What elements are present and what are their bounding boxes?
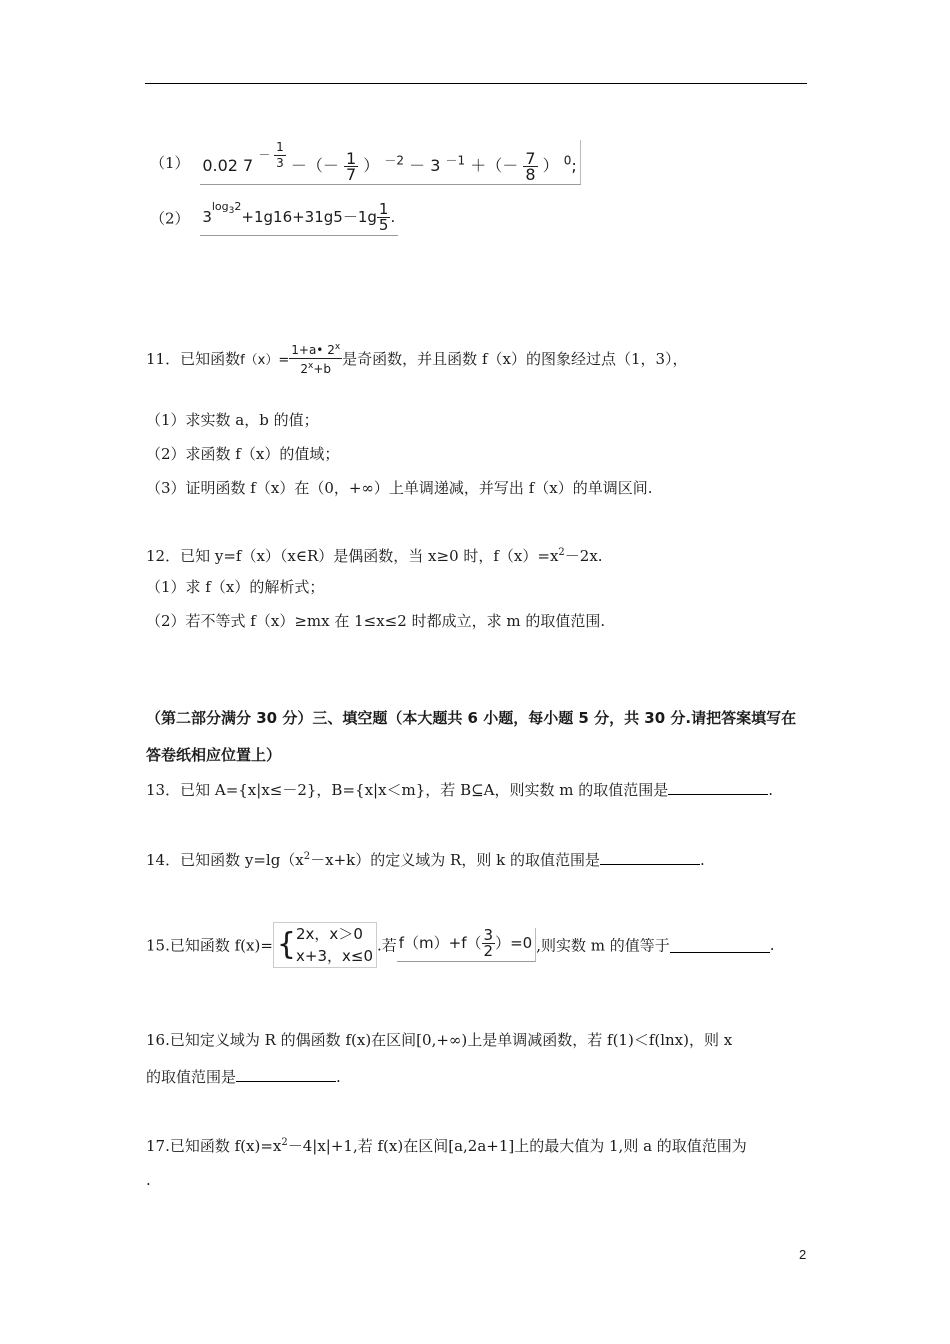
prob16-line2: 的取值范围是 . [146, 1068, 341, 1086]
prob12-q2: （2）若不等式 f（x）≥mx 在 1≤x≤2 时都成立，求 m 的取值范围. [146, 612, 606, 630]
header-rule [145, 83, 807, 84]
prob10-part2 [150, 200, 398, 236]
prob17-line1: 17.已知函数 $f(x)=x^2-4|x|+1$,若 f(x)在区间[a,2a+1]上的最大值为 1,则 a 的取值范围为 [146, 1137, 747, 1155]
equation-image: f（m）+f（ $\frac{3}{2}$ ）=0 [397, 928, 536, 962]
answer-blank [600, 850, 700, 865]
prob11-q2: （2）求函数 f（x）的值域； [146, 445, 340, 463]
prob10-part1 [150, 140, 581, 185]
prob16-line1: 16.已知定义域为 R 的偶函数 f(x)在区间[0,+∞)上是单调减函数，若 f(1)＜f(lnx)，则 x [146, 1031, 733, 1049]
prob15: 15.已知函数 f(x)= { 2x，x＞0 x+3，x≤0 .若 f（m）+f（ $\frac{3}{2}$ ）=0 ,则实数 m 的值等于 . [146, 922, 775, 968]
section-heading-line2: 答卷纸相应位置上） [146, 746, 282, 764]
section-heading-line1: （第二部分满分 30 分）三、填空题（本大题共 6 小题，每小题 5 分，共 30 分.请把答案填写在 [146, 709, 797, 727]
prob11-fraction: $\frac{1+a• 2^x}{2^x+b}$ [291, 342, 341, 376]
prob13: 13．已知 A={x|x≤－2}，B={x|x＜m}，若 B⊆A，则实数 m 的取值范围是 . [146, 781, 774, 799]
prob17-line2: . [146, 1171, 151, 1189]
math-expression-1: 0.02 7 － $\frac{1}{3}$ －（－ $\frac{1}{7}$ ） $^{-2}$ － 3 $^{-1}$ ＋（－ $\frac{7}{8}$ ） $^0$; [200, 140, 580, 185]
answer-blank [670, 938, 770, 953]
part-label: （1） [150, 154, 190, 172]
prob14: 14．已知函数 $y=\lg(x^2-x+k)$的定义域为 R，则 k 的取值范围是 . [146, 851, 705, 869]
prob12-q1: （1）求 f（x）的解析式； [146, 578, 325, 596]
prob11-stem: 11．已知函数f（x）= $\frac{1+a• 2^x}{2^x+b}$ 是奇函数，并且函数 f（x）的图象经过点（1，3）， [146, 342, 688, 376]
prob11-q3: （3）证明函数 f（x）在（0，+∞）上单调递减，并写出 f（x）的单调区间. [146, 479, 653, 497]
math-expression-2: $3\log_32+1g16+31g5-1g$ $\frac{1}{5}$ . [200, 200, 398, 236]
prob11-q1: （1）求实数 a，b 的值； [146, 411, 319, 429]
prob12-stem: 12．已知 y=f（x）（x∈R）是偶函数，当 x≥0 时，$f(x)=x^2-2x$. [146, 547, 603, 565]
page-number: 2 [799, 1247, 807, 1262]
part-label: （2） [150, 209, 190, 228]
answer-blank [236, 1067, 336, 1082]
piecewise-function: { 2x，x＞0 x+3，x≤0 [273, 922, 377, 968]
answer-blank [668, 780, 768, 795]
